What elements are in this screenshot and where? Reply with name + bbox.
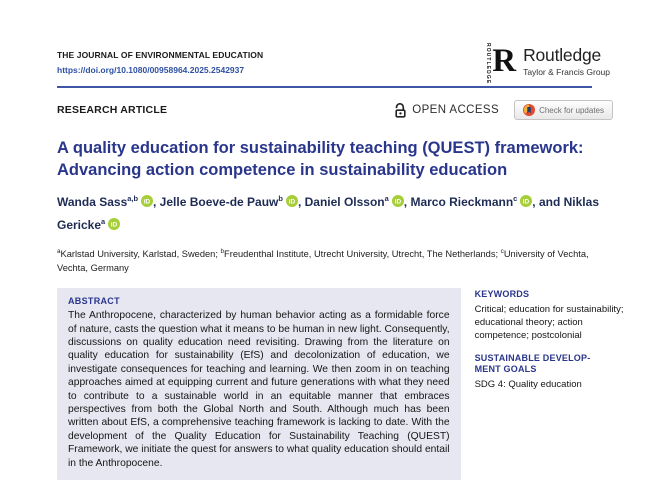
author-affiliation-sup: a,b: [127, 194, 138, 203]
routledge-vertical-text: ROUTLEDGE: [485, 43, 492, 85]
author-separator: ,: [532, 195, 539, 209]
abstract-text: The Anthropocene, characterized by human behavior acting as a formidable force of nature, casts the question what it means to be human in new light. Consequently, discussions on quality education need revisiting. Drawing from the literature on quality education for sustainability (EfS) and decolonization of education, we investigate consequences for teaching and learning. We then zoom in on teaching approaches aimed at equipping current and future generations with what they need to contribute to a sustainable world in an equitable manner that embraces perspectives from both the Global North and South. Although much has been written about EfS, a comprehensive teaching framework is lacking to date. With the development of the Quality Education for Sustainability Teaching (QUEST) Framework, we initiate the quest for answers to what quality education should entail in the Anthropocene.: [68, 310, 450, 469]
affiliation-sup: c: [500, 248, 504, 255]
svg-text:iD: iD: [523, 198, 530, 206]
author-name: Daniel Olsson$^a$: [304, 194, 389, 209]
article-type-label: RESEARCH ARTICLE: [57, 104, 168, 116]
routledge-r-glyph: R: [492, 43, 517, 79]
check-for-updates-button[interactable]: [514, 100, 613, 120]
author-affiliation-sup: b: [278, 194, 283, 203]
author-name: Jelle Boeve-de Pauw$^b$: [159, 194, 283, 209]
routledge-mark-icon: [485, 43, 517, 85]
sdg-text: SDG 4: Quality education: [474, 378, 582, 390]
abstract-heading: ABSTRACT: [68, 296, 120, 307]
author-separator: ,: [153, 195, 160, 209]
routledge-logo: [485, 43, 610, 85]
abstract-columns: [57, 288, 626, 480]
orcid-icon[interactable]: [108, 218, 120, 230]
svg-text:iD: iD: [143, 198, 151, 206]
open-access-lock-icon: [392, 102, 407, 118]
author-separator: ,: [403, 195, 411, 209]
article-title: A quality education for sustainability teaching (QUEST) framework: Advancing action competence in sustainability education: [57, 139, 584, 179]
svg-text:iD: iD: [288, 198, 296, 206]
author-affiliation-sup: c: [513, 194, 518, 203]
check-for-updates-label: Check for updates: [539, 105, 604, 115]
svg-text:iD: iD: [110, 221, 118, 229]
article-meta-row: [57, 100, 613, 120]
author-affiliation-sup: a: [384, 194, 389, 203]
abstract-box: [57, 288, 461, 480]
author-affiliation-sup: a: [101, 217, 106, 226]
open-access-label: OPEN ACCESS: [412, 104, 500, 116]
affiliation-sup: a: [57, 248, 61, 255]
routledge-wordmark-block: [523, 45, 610, 77]
routledge-wordmark: Routledge: [523, 45, 602, 65]
svg-text:iD: iD: [394, 198, 402, 206]
meta-right-group: [392, 100, 613, 120]
open-access-badge: [392, 102, 499, 118]
author-name: and Niklas Gericke$^a$: [57, 195, 599, 232]
doi-link[interactable]: https://doi.org/10.1080/00958964.2025.2542937: [57, 65, 245, 75]
affiliation-text: Freudenthal Institute, Utrecht University, Utrecht, The Netherlands;: [224, 249, 501, 260]
keywords-text: Critical; education for sustainability; educational theory; action competence; postcolonial: [474, 303, 624, 341]
affiliations: [57, 245, 597, 275]
affiliation-text: University of Vechta, Vechta, Germany: [57, 249, 589, 273]
taylor-francis-tagline: Taylor & Francis Group: [523, 67, 610, 77]
author-separator: ,: [297, 195, 305, 209]
sdg-heading: SUSTAINABLE DEVELOP- MENT GOALS: [474, 352, 591, 375]
author-list: [57, 189, 617, 235]
sdg-block: [475, 353, 626, 391]
journal-name: THE JOURNAL OF ENVIRONMENTAL EDUCATION: [57, 50, 264, 60]
orcid-icon[interactable]: [286, 195, 298, 207]
author-name: Marco Rieckmann$^c$: [410, 194, 518, 209]
crossmark-icon: [523, 104, 535, 116]
keywords-block: [475, 289, 626, 342]
author-name: Wanda Sass$^{a,b}$: [57, 194, 138, 209]
orcid-icon[interactable]: [392, 195, 404, 207]
orcid-icon[interactable]: [520, 195, 532, 207]
header-rule: [57, 86, 592, 88]
affiliation-text: Karlstad University, Karlstad, Sweden;: [60, 249, 221, 260]
affiliation-sup: b: [220, 248, 225, 255]
side-column: [475, 288, 626, 480]
orcid-icon[interactable]: [141, 195, 153, 207]
keywords-heading: KEYWORDS: [474, 289, 530, 300]
